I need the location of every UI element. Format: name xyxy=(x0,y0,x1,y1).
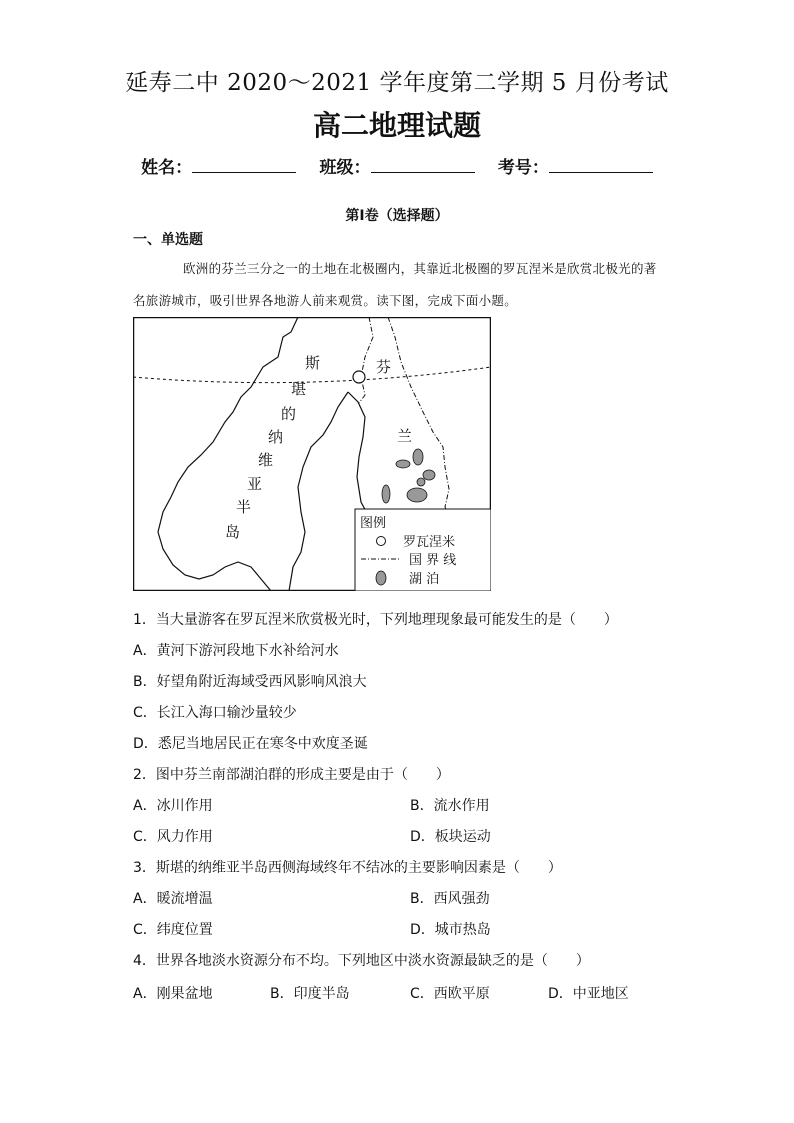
legend-rovaniemi-icon xyxy=(377,537,386,546)
legend-item: 湖 泊 xyxy=(409,572,440,587)
lake-shape xyxy=(413,449,423,465)
question-1: 1．当大量游客在罗瓦涅米欣赏极光时，下列地理现象最可能发生的是（ ） xyxy=(133,612,618,628)
option[interactable]: C．风力作用 xyxy=(133,829,213,845)
option[interactable]: D．板块运动 xyxy=(410,829,491,845)
rovaniemi-marker xyxy=(353,371,365,383)
legend-lake-icon xyxy=(376,571,386,585)
question-3: 3．斯堪的纳维亚半岛西侧海域终年不结冰的主要影响因素是（ ） xyxy=(133,860,562,876)
lake-shape xyxy=(417,478,425,486)
name-blank xyxy=(192,158,296,173)
option[interactable]: A．冰川作用 xyxy=(133,798,213,814)
option[interactable]: C．长江入海口输沙量较少 xyxy=(133,705,297,721)
class-blank xyxy=(371,158,475,173)
legend-item: 罗瓦涅米 xyxy=(403,535,456,550)
question-4: 4．世界各地淡水资源分布不均。下列地区中淡水资源最缺乏的是（ ） xyxy=(133,953,590,969)
legend-title: 图例 xyxy=(360,516,387,531)
finland-label: 芬 xyxy=(376,358,392,376)
volume-heading: 第Ⅰ卷（选择题） xyxy=(345,208,449,224)
land-label: 堪 xyxy=(291,380,307,398)
number-blank xyxy=(549,158,653,173)
land-label: 的 xyxy=(281,405,297,423)
option[interactable]: B．好望角附近海域受西风影响风浪大 xyxy=(133,674,367,690)
land-label: 岛 xyxy=(225,523,241,541)
land-label: 半 xyxy=(236,498,252,516)
exam-title: 延寿二中 2020～2021 学年度第二学期 5 月份考试 xyxy=(125,70,669,96)
option[interactable]: D．中亚地区 xyxy=(548,986,629,1002)
lake-shape xyxy=(423,470,435,480)
option[interactable]: B．印度半岛 xyxy=(270,986,350,1002)
number-label: 考号： xyxy=(497,158,549,178)
option[interactable]: B．西风强劲 xyxy=(410,891,490,907)
lake-shape xyxy=(382,485,390,503)
legend-item: 国 界 线 xyxy=(409,553,457,568)
option[interactable]: C．西欧平原 xyxy=(410,986,490,1002)
question-2: 2．图中芬兰南部湖泊群的形成主要是由于（ ） xyxy=(133,767,450,783)
section-heading: 一、单选题 xyxy=(133,232,203,248)
option[interactable]: A．黄河下游河段地下水补给河水 xyxy=(133,643,339,659)
option[interactable]: A．刚果盆地 xyxy=(133,986,213,1002)
finland-label: 兰 xyxy=(397,427,413,445)
land-label: 斯 xyxy=(305,354,321,372)
land-label: 纳 xyxy=(268,428,284,446)
land-label: 维 xyxy=(258,451,274,469)
scandinavia-map xyxy=(133,317,491,591)
land-label: 亚 xyxy=(247,475,263,493)
option[interactable]: D．城市热岛 xyxy=(410,922,491,938)
option[interactable]: D．悉尼当地居民正在寒冬中欢度圣诞 xyxy=(133,736,368,752)
class-label: 班级： xyxy=(319,158,371,178)
option[interactable]: B．流水作用 xyxy=(410,798,490,814)
intro-paragraph: 欧洲的芬兰三分之一的土地在北极圈内，其靠近北极圈的罗瓦涅米是欣赏北极光的著名旅游城市，吸引世界各地游人前来观赏。读下图，完成下面小题。 xyxy=(133,261,657,308)
name-label: 姓名： xyxy=(141,158,193,178)
subject-title: 高二地理试题 xyxy=(312,109,481,142)
lake-shape xyxy=(396,460,410,468)
option[interactable]: C．纬度位置 xyxy=(133,922,213,938)
lake-shape xyxy=(407,488,427,502)
student-info-row xyxy=(0,153,794,178)
option[interactable]: A．暖流增温 xyxy=(133,891,213,907)
